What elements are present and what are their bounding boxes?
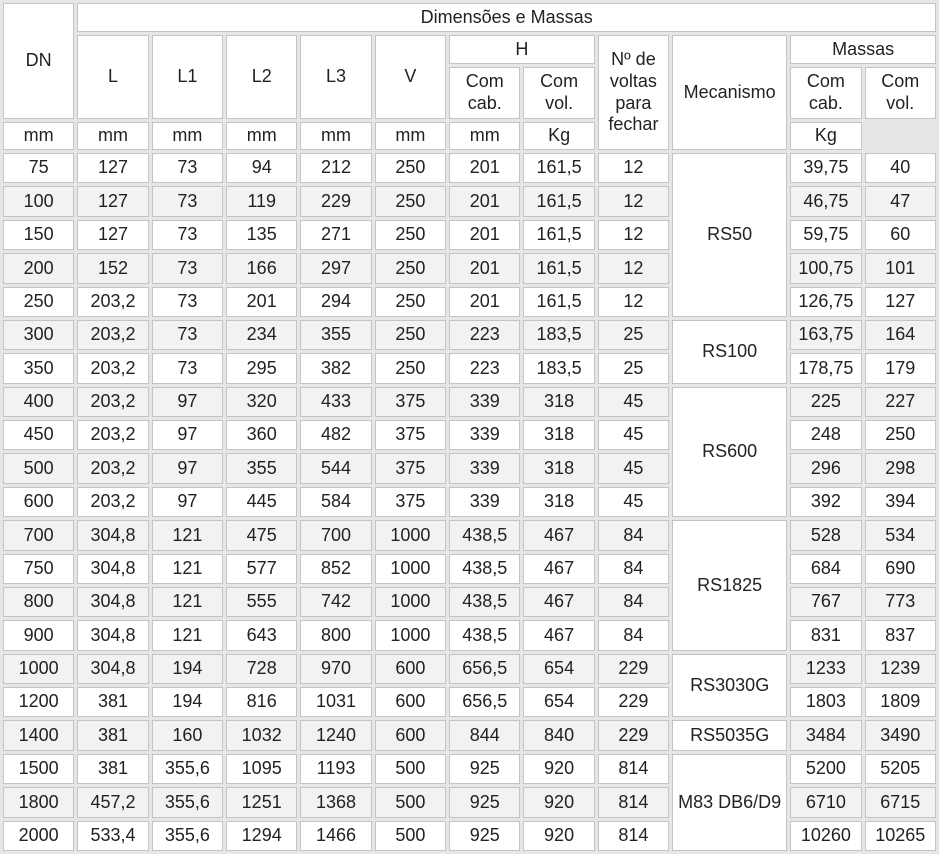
header-l3: L3 bbox=[300, 35, 371, 119]
cell-l: 203,2 bbox=[77, 320, 148, 350]
cell-h-vol: 183,5 bbox=[523, 320, 594, 350]
cell-m-vol: 6715 bbox=[865, 787, 936, 817]
cell-l1: 97 bbox=[152, 420, 223, 450]
cell-h-cab: 656,5 bbox=[449, 687, 520, 717]
cell-mechanism: RS600 bbox=[672, 387, 787, 518]
cell-l3: 355 bbox=[300, 320, 371, 350]
cell-l: 304,8 bbox=[77, 654, 148, 684]
cell-l3: 1193 bbox=[300, 754, 371, 784]
header-h: H bbox=[449, 35, 595, 64]
cell-l: 127 bbox=[77, 220, 148, 250]
cell-v: 375 bbox=[375, 387, 446, 417]
cell-l1: 97 bbox=[152, 387, 223, 417]
cell-h-vol: 318 bbox=[523, 420, 594, 450]
cell-dn: 1200 bbox=[3, 687, 74, 717]
header-l1: L1 bbox=[152, 35, 223, 119]
cell-m-vol: 164 bbox=[865, 320, 936, 350]
cell-l3: 584 bbox=[300, 487, 371, 517]
cell-h-cab: 438,5 bbox=[449, 587, 520, 617]
cell-m-vol: 10265 bbox=[865, 821, 936, 852]
cell-l1: 73 bbox=[152, 320, 223, 350]
header-l2: L2 bbox=[226, 35, 297, 119]
cell-l1: 194 bbox=[152, 654, 223, 684]
unit-h-vol: mm bbox=[449, 122, 520, 150]
cell-l: 203,2 bbox=[77, 453, 148, 483]
cell-l1: 73 bbox=[152, 153, 223, 183]
cell-h-cab: 223 bbox=[449, 353, 520, 383]
cell-v: 250 bbox=[375, 253, 446, 283]
cell-l2: 355 bbox=[226, 453, 297, 483]
cell-m-vol: 1809 bbox=[865, 687, 936, 717]
cell-h-vol: 161,5 bbox=[523, 186, 594, 216]
cell-h-vol: 161,5 bbox=[523, 153, 594, 183]
cell-dn: 100 bbox=[3, 186, 74, 216]
cell-dn: 450 bbox=[3, 420, 74, 450]
table-row bbox=[3, 153, 936, 183]
cell-h-vol: 161,5 bbox=[523, 287, 594, 317]
cell-m-cab: 248 bbox=[790, 420, 861, 450]
cell-turns: 12 bbox=[598, 220, 669, 250]
cell-l2: 445 bbox=[226, 487, 297, 517]
cell-m-cab: 163,75 bbox=[790, 320, 861, 350]
cell-v: 500 bbox=[375, 787, 446, 817]
cell-l2: 475 bbox=[226, 520, 297, 550]
cell-mechanism: RS3030G bbox=[672, 654, 787, 718]
cell-h-vol: 920 bbox=[523, 787, 594, 817]
cell-l: 152 bbox=[77, 253, 148, 283]
unit-l2: mm bbox=[152, 122, 223, 150]
cell-dn: 150 bbox=[3, 220, 74, 250]
cell-turns: 814 bbox=[598, 821, 669, 852]
cell-turns: 814 bbox=[598, 787, 669, 817]
cell-v: 1000 bbox=[375, 587, 446, 617]
cell-m-vol: 837 bbox=[865, 620, 936, 650]
cell-dn: 800 bbox=[3, 587, 74, 617]
cell-h-vol: 654 bbox=[523, 687, 594, 717]
cell-turns: 25 bbox=[598, 353, 669, 383]
cell-l3: 1466 bbox=[300, 821, 371, 852]
cell-turns: 45 bbox=[598, 387, 669, 417]
cell-m-vol: 179 bbox=[865, 353, 936, 383]
header-h-cab: Com cab. bbox=[449, 67, 520, 119]
cell-l: 381 bbox=[77, 720, 148, 750]
cell-v: 600 bbox=[375, 654, 446, 684]
cell-v: 500 bbox=[375, 754, 446, 784]
cell-h-vol: 920 bbox=[523, 754, 594, 784]
cell-l: 304,8 bbox=[77, 520, 148, 550]
cell-l2: 577 bbox=[226, 554, 297, 584]
table-row bbox=[3, 186, 936, 216]
cell-turns: 45 bbox=[598, 420, 669, 450]
cell-v: 600 bbox=[375, 720, 446, 750]
cell-h-vol: 467 bbox=[523, 554, 594, 584]
cell-dn: 250 bbox=[3, 287, 74, 317]
cell-l1: 73 bbox=[152, 186, 223, 216]
cell-l: 203,2 bbox=[77, 420, 148, 450]
cell-l: 127 bbox=[77, 153, 148, 183]
cell-l3: 544 bbox=[300, 453, 371, 483]
cell-h-vol: 840 bbox=[523, 720, 594, 750]
cell-m-cab: 392 bbox=[790, 487, 861, 517]
cell-m-cab: 767 bbox=[790, 587, 861, 617]
cell-h-vol: 467 bbox=[523, 520, 594, 550]
cell-l1: 73 bbox=[152, 353, 223, 383]
cell-h-cab: 339 bbox=[449, 420, 520, 450]
cell-h-cab: 844 bbox=[449, 720, 520, 750]
cell-l2: 1095 bbox=[226, 754, 297, 784]
table-body bbox=[3, 153, 936, 851]
cell-l1: 73 bbox=[152, 253, 223, 283]
cell-m-vol: 298 bbox=[865, 453, 936, 483]
cell-h-vol: 318 bbox=[523, 487, 594, 517]
cell-m-cab: 100,75 bbox=[790, 253, 861, 283]
cell-l3: 1368 bbox=[300, 787, 371, 817]
cell-turns: 814 bbox=[598, 754, 669, 784]
cell-l2: 1294 bbox=[226, 821, 297, 852]
unit-l: mm bbox=[3, 122, 74, 150]
table-row bbox=[3, 420, 936, 450]
cell-m-cab: 1233 bbox=[790, 654, 861, 684]
table-row bbox=[3, 754, 936, 784]
unit-l1: mm bbox=[77, 122, 148, 150]
cell-v: 600 bbox=[375, 687, 446, 717]
cell-m-vol: 5205 bbox=[865, 754, 936, 784]
cell-l3: 212 bbox=[300, 153, 371, 183]
header-masses: Massas bbox=[790, 35, 936, 64]
header-dimensions-group: Dimensões e Massas bbox=[77, 3, 936, 32]
cell-l: 381 bbox=[77, 754, 148, 784]
header-m-cab: Com cab. bbox=[790, 67, 861, 119]
cell-m-cab: 831 bbox=[790, 620, 861, 650]
cell-l3: 229 bbox=[300, 186, 371, 216]
cell-l1: 121 bbox=[152, 620, 223, 650]
cell-l3: 970 bbox=[300, 654, 371, 684]
cell-h-cab: 438,5 bbox=[449, 554, 520, 584]
cell-h-cab: 339 bbox=[449, 487, 520, 517]
cell-h-cab: 925 bbox=[449, 787, 520, 817]
cell-l3: 271 bbox=[300, 220, 371, 250]
header-dn: DN bbox=[3, 3, 74, 119]
cell-l1: 121 bbox=[152, 554, 223, 584]
cell-dn: 2000 bbox=[3, 821, 74, 852]
header-l: L bbox=[77, 35, 148, 119]
cell-h-cab: 201 bbox=[449, 253, 520, 283]
cell-dn: 400 bbox=[3, 387, 74, 417]
cell-turns: 45 bbox=[598, 453, 669, 483]
table-row bbox=[3, 387, 936, 417]
table-row bbox=[3, 654, 936, 684]
cell-l1: 355,6 bbox=[152, 821, 223, 852]
cell-l2: 234 bbox=[226, 320, 297, 350]
cell-mechanism: RS1825 bbox=[672, 520, 787, 651]
cell-mechanism: M83 DB6/D9 bbox=[672, 754, 787, 851]
cell-dn: 75 bbox=[3, 153, 74, 183]
table-row bbox=[3, 587, 936, 617]
cell-m-cab: 39,75 bbox=[790, 153, 861, 183]
cell-mechanism: RS50 bbox=[672, 153, 787, 317]
cell-dn: 1400 bbox=[3, 720, 74, 750]
cell-m-cab: 528 bbox=[790, 520, 861, 550]
table-row bbox=[3, 520, 936, 550]
cell-dn: 900 bbox=[3, 620, 74, 650]
cell-turns: 84 bbox=[598, 587, 669, 617]
header-mechanism: Mecanismo bbox=[672, 35, 787, 150]
table-row bbox=[3, 453, 936, 483]
cell-h-cab: 201 bbox=[449, 220, 520, 250]
cell-l3: 433 bbox=[300, 387, 371, 417]
cell-l3: 742 bbox=[300, 587, 371, 617]
cell-h-cab: 201 bbox=[449, 153, 520, 183]
cell-dn: 750 bbox=[3, 554, 74, 584]
cell-l: 203,2 bbox=[77, 287, 148, 317]
cell-turns: 229 bbox=[598, 654, 669, 684]
cell-turns: 25 bbox=[598, 320, 669, 350]
cell-l3: 852 bbox=[300, 554, 371, 584]
cell-turns: 45 bbox=[598, 487, 669, 517]
cell-mechanism: RS5035G bbox=[672, 720, 787, 750]
unit-m-cab: Kg bbox=[523, 122, 594, 150]
cell-l2: 728 bbox=[226, 654, 297, 684]
cell-l3: 382 bbox=[300, 353, 371, 383]
cell-v: 375 bbox=[375, 487, 446, 517]
cell-dn: 300 bbox=[3, 320, 74, 350]
cell-l1: 160 bbox=[152, 720, 223, 750]
header-m-vol: Com vol. bbox=[865, 67, 936, 119]
cell-l1: 121 bbox=[152, 520, 223, 550]
header-turns: Nº de voltas para fechar bbox=[598, 35, 669, 150]
cell-m-cab: 225 bbox=[790, 387, 861, 417]
cell-m-vol: 690 bbox=[865, 554, 936, 584]
cell-m-vol: 127 bbox=[865, 287, 936, 317]
cell-m-vol: 773 bbox=[865, 587, 936, 617]
header-h-vol: Com vol. bbox=[523, 67, 594, 119]
cell-m-cab: 126,75 bbox=[790, 287, 861, 317]
cell-m-cab: 684 bbox=[790, 554, 861, 584]
cell-h-vol: 920 bbox=[523, 821, 594, 852]
cell-l3: 800 bbox=[300, 620, 371, 650]
cell-l: 203,2 bbox=[77, 487, 148, 517]
cell-v: 250 bbox=[375, 287, 446, 317]
cell-m-vol: 1239 bbox=[865, 654, 936, 684]
cell-h-vol: 654 bbox=[523, 654, 594, 684]
cell-l2: 119 bbox=[226, 186, 297, 216]
cell-v: 1000 bbox=[375, 554, 446, 584]
cell-m-cab: 10260 bbox=[790, 821, 861, 852]
cell-h-cab: 656,5 bbox=[449, 654, 520, 684]
cell-l2: 360 bbox=[226, 420, 297, 450]
cell-l2: 816 bbox=[226, 687, 297, 717]
cell-l1: 355,6 bbox=[152, 787, 223, 817]
cell-h-cab: 201 bbox=[449, 186, 520, 216]
table-row bbox=[3, 253, 936, 283]
cell-turns: 229 bbox=[598, 687, 669, 717]
cell-h-cab: 925 bbox=[449, 754, 520, 784]
cell-l3: 1240 bbox=[300, 720, 371, 750]
cell-l2: 1251 bbox=[226, 787, 297, 817]
cell-h-cab: 223 bbox=[449, 320, 520, 350]
cell-turns: 84 bbox=[598, 620, 669, 650]
table-row bbox=[3, 353, 936, 383]
cell-h-cab: 339 bbox=[449, 387, 520, 417]
cell-l3: 297 bbox=[300, 253, 371, 283]
cell-l3: 294 bbox=[300, 287, 371, 317]
cell-v: 1000 bbox=[375, 520, 446, 550]
cell-l1: 194 bbox=[152, 687, 223, 717]
cell-h-cab: 339 bbox=[449, 453, 520, 483]
cell-h-cab: 201 bbox=[449, 287, 520, 317]
cell-m-vol: 250 bbox=[865, 420, 936, 450]
cell-m-cab: 5200 bbox=[790, 754, 861, 784]
cell-l2: 320 bbox=[226, 387, 297, 417]
cell-m-cab: 3484 bbox=[790, 720, 861, 750]
cell-turns: 12 bbox=[598, 253, 669, 283]
cell-m-vol: 394 bbox=[865, 487, 936, 517]
cell-h-cab: 925 bbox=[449, 821, 520, 852]
cell-v: 375 bbox=[375, 453, 446, 483]
cell-v: 250 bbox=[375, 320, 446, 350]
cell-turns: 12 bbox=[598, 186, 669, 216]
cell-l1: 73 bbox=[152, 220, 223, 250]
table-row bbox=[3, 220, 936, 250]
cell-l2: 643 bbox=[226, 620, 297, 650]
cell-dn: 1800 bbox=[3, 787, 74, 817]
cell-turns: 229 bbox=[598, 720, 669, 750]
cell-dn: 200 bbox=[3, 253, 74, 283]
cell-m-vol: 3490 bbox=[865, 720, 936, 750]
cell-m-vol: 40 bbox=[865, 153, 936, 183]
cell-h-vol: 318 bbox=[523, 387, 594, 417]
cell-l: 203,2 bbox=[77, 387, 148, 417]
cell-turns: 84 bbox=[598, 520, 669, 550]
cell-h-vol: 467 bbox=[523, 620, 594, 650]
cell-l2: 166 bbox=[226, 253, 297, 283]
cell-m-cab: 296 bbox=[790, 453, 861, 483]
cell-l1: 97 bbox=[152, 487, 223, 517]
cell-h-cab: 438,5 bbox=[449, 620, 520, 650]
cell-m-cab: 1803 bbox=[790, 687, 861, 717]
cell-v: 250 bbox=[375, 153, 446, 183]
cell-dn: 600 bbox=[3, 487, 74, 517]
cell-h-vol: 161,5 bbox=[523, 253, 594, 283]
cell-dn: 1000 bbox=[3, 654, 74, 684]
cell-v: 500 bbox=[375, 821, 446, 852]
cell-h-vol: 318 bbox=[523, 453, 594, 483]
cell-m-cab: 178,75 bbox=[790, 353, 861, 383]
cell-v: 375 bbox=[375, 420, 446, 450]
cell-turns: 84 bbox=[598, 554, 669, 584]
cell-l1: 355,6 bbox=[152, 754, 223, 784]
table-row bbox=[3, 320, 936, 350]
cell-l: 381 bbox=[77, 687, 148, 717]
header-v: V bbox=[375, 35, 446, 119]
cell-m-vol: 101 bbox=[865, 253, 936, 283]
cell-dn: 350 bbox=[3, 353, 74, 383]
unit-m-vol: Kg bbox=[790, 122, 861, 150]
table-row bbox=[3, 287, 936, 317]
table-row bbox=[3, 687, 936, 717]
cell-m-vol: 227 bbox=[865, 387, 936, 417]
cell-h-vol: 467 bbox=[523, 587, 594, 617]
cell-l3: 1031 bbox=[300, 687, 371, 717]
unit-v: mm bbox=[300, 122, 371, 150]
cell-v: 250 bbox=[375, 220, 446, 250]
cell-l1: 73 bbox=[152, 287, 223, 317]
cell-m-vol: 60 bbox=[865, 220, 936, 250]
cell-m-cab: 6710 bbox=[790, 787, 861, 817]
cell-m-vol: 534 bbox=[865, 520, 936, 550]
table-row bbox=[3, 821, 936, 852]
cell-l: 304,8 bbox=[77, 620, 148, 650]
cell-turns: 12 bbox=[598, 153, 669, 183]
unit-h-cab: mm bbox=[375, 122, 446, 150]
cell-l1: 97 bbox=[152, 453, 223, 483]
table-row bbox=[3, 620, 936, 650]
cell-dn: 700 bbox=[3, 520, 74, 550]
cell-l3: 482 bbox=[300, 420, 371, 450]
cell-m-cab: 59,75 bbox=[790, 220, 861, 250]
cell-dn: 500 bbox=[3, 453, 74, 483]
cell-v: 1000 bbox=[375, 620, 446, 650]
cell-l2: 555 bbox=[226, 587, 297, 617]
cell-h-cab: 438,5 bbox=[449, 520, 520, 550]
unit-l3: mm bbox=[226, 122, 297, 150]
cell-l2: 295 bbox=[226, 353, 297, 383]
cell-l2: 135 bbox=[226, 220, 297, 250]
cell-l: 533,4 bbox=[77, 821, 148, 852]
cell-l3: 700 bbox=[300, 520, 371, 550]
cell-m-vol: 47 bbox=[865, 186, 936, 216]
cell-l: 127 bbox=[77, 186, 148, 216]
cell-v: 250 bbox=[375, 186, 446, 216]
table-row bbox=[3, 787, 936, 817]
cell-l2: 201 bbox=[226, 287, 297, 317]
cell-mechanism: RS100 bbox=[672, 320, 787, 384]
cell-h-vol: 183,5 bbox=[523, 353, 594, 383]
table-row bbox=[3, 487, 936, 517]
cell-l2: 1032 bbox=[226, 720, 297, 750]
cell-turns: 12 bbox=[598, 287, 669, 317]
cell-dn: 1500 bbox=[3, 754, 74, 784]
cell-l: 203,2 bbox=[77, 353, 148, 383]
cell-l2: 94 bbox=[226, 153, 297, 183]
table-row bbox=[3, 554, 936, 584]
table-row bbox=[3, 720, 936, 750]
cell-l1: 121 bbox=[152, 587, 223, 617]
cell-m-cab: 46,75 bbox=[790, 186, 861, 216]
cell-l: 304,8 bbox=[77, 554, 148, 584]
cell-h-vol: 161,5 bbox=[523, 220, 594, 250]
cell-l: 457,2 bbox=[77, 787, 148, 817]
cell-l: 304,8 bbox=[77, 587, 148, 617]
cell-v: 250 bbox=[375, 353, 446, 383]
